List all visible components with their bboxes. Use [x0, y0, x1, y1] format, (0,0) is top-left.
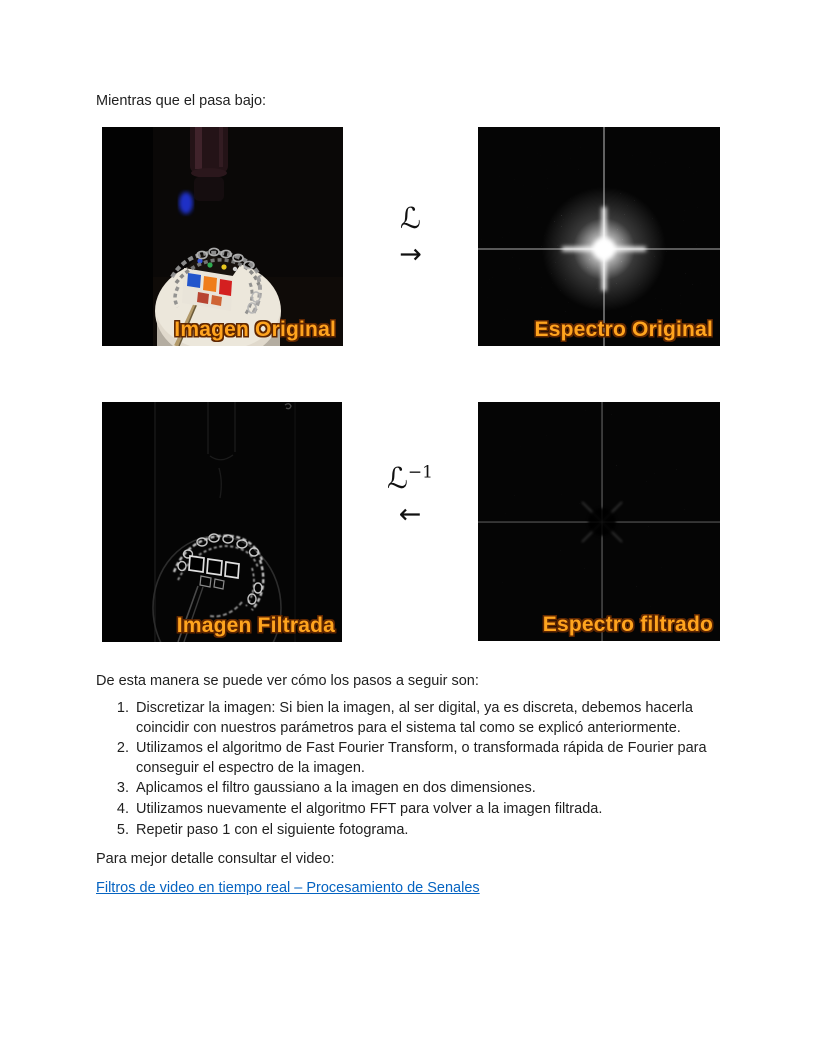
video-hyperlink[interactable]: Filtros de video en tiempo real – Procesamiento de Senales [96, 879, 480, 896]
figure-espectro-original [478, 127, 720, 346]
filtered-spectrum-image [478, 402, 720, 641]
figure-row-filtered [102, 402, 720, 642]
intro-paragraph: Mientras que el pasa bajo: [96, 93, 267, 109]
imagen-filtrada-label: Imagen Filtrada [176, 613, 335, 637]
inverse-laplace-operator-symbol: ℒ$^{-1}$ [387, 460, 433, 495]
figure-imagen-filtrada [102, 402, 342, 642]
step-item-5: 5. Repetir paso 1 con el siguiente fotograma. [133, 821, 720, 841]
espectro-filtrado-label: Espectro filtrado [542, 612, 713, 636]
left-arrow-icon: ← [398, 498, 422, 530]
step-item-2: 2. Utilizamos el algoritmo de Fast Fourier Transform, o transformada rápida de Fourier para conseguir el espectro de la imagen. [133, 739, 720, 778]
figure-row-original [102, 127, 720, 346]
espectro-original-label: Espectro Original [534, 317, 713, 341]
original-spectrum-image [478, 127, 720, 346]
filtered-photo-image [102, 402, 342, 642]
steps-intro-paragraph: De esta manera se puede ver cómo los pasos a seguir son: [96, 672, 479, 689]
step-item-1: 1. Discretizar la imagen: Si bien la imagen, al ser digital, ya es discreta, debemos hacerla coincidir con nuestros parámetros para el sistema tal como se explicó anteriormente. [133, 699, 720, 738]
laplace-operator-symbol: ℒ [400, 201, 421, 236]
right-arrow-icon: → [399, 239, 422, 271]
figure-espectro-filtrado [478, 402, 720, 641]
figure-imagen-original [102, 127, 343, 346]
video-link-paragraph [96, 879, 720, 899]
imagen-original-label: Imagen Original [174, 317, 336, 341]
steps-list [96, 699, 720, 840]
original-photo-image [102, 127, 343, 346]
video-note-paragraph: Para mejor detalle consultar el video: [96, 851, 335, 868]
step-item-3: 3. Aplicamos el filtro gaussiano a la imagen en dos dimensiones. [133, 779, 720, 799]
operator-forward-transform [343, 127, 478, 346]
operator-inverse-transform [342, 376, 478, 616]
step-item-4: 4. Utilizamos nuevamente el algoritmo FFT para volver a la imagen filtrada. [133, 800, 720, 820]
